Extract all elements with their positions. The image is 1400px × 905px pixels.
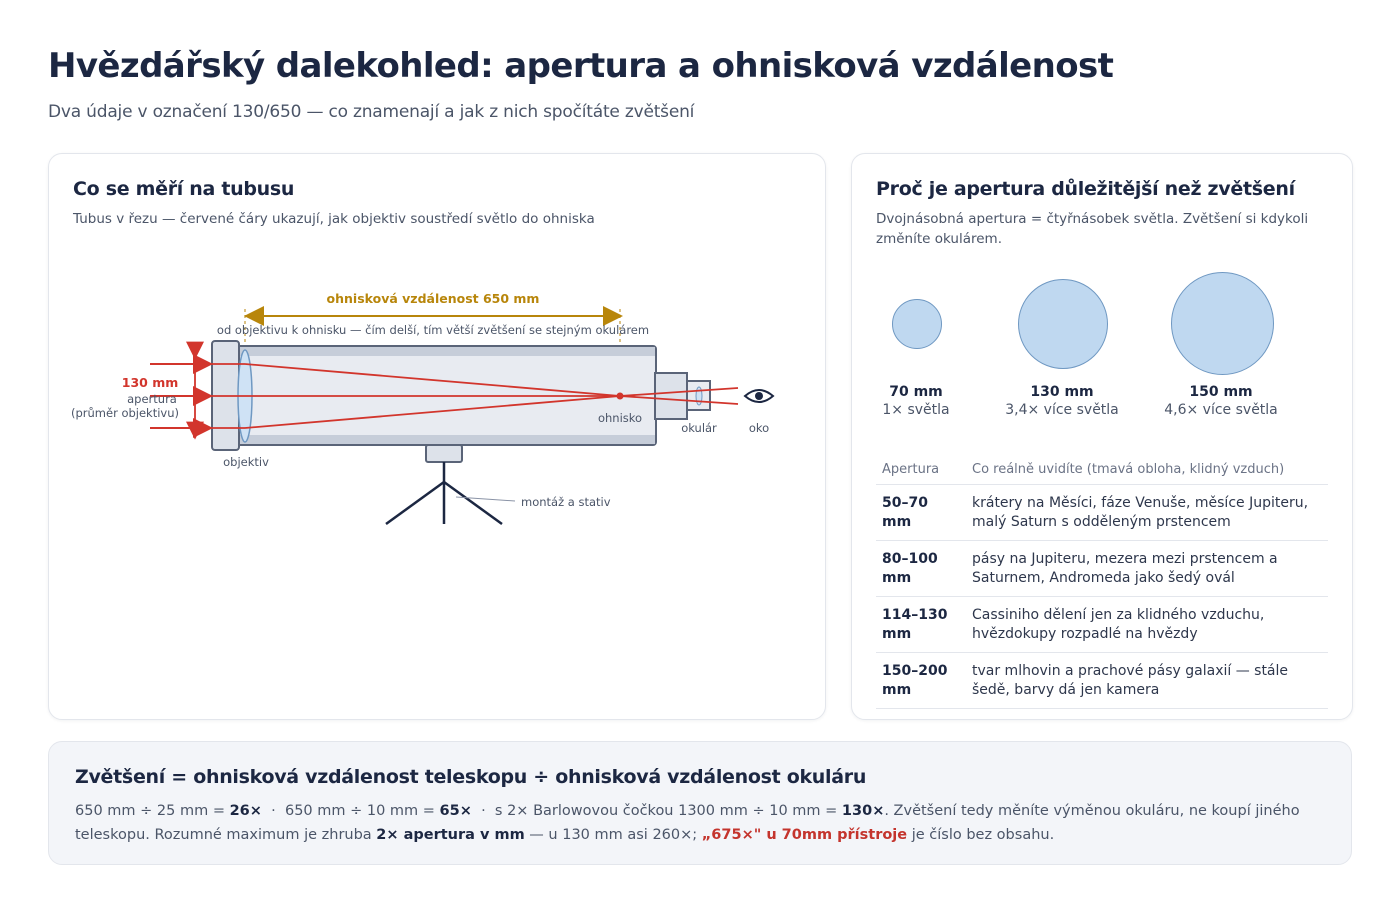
formula-title: Zvětšení = ohnisková vzdálenost teleskopu ÷ ohnisková vzdálenost okuláru: [75, 766, 867, 788]
aperture-disc: [1171, 272, 1274, 375]
table-cell-range: 150–200 mm: [876, 653, 966, 709]
aperture-value: 130 mm: [121, 375, 179, 390]
table-header-row: [876, 454, 1328, 485]
table-cell-text: Cassiniho dělení jen za klidného vzduchu, hvězdokupy rozpadlé na hvězdy: [966, 597, 1328, 653]
focus-point: [617, 393, 624, 400]
table-header-visible: Co reálně uvidíte (tmavá obloha, klidný vzduch): [966, 454, 1328, 485]
aperture-light: 4,6× více světla: [1164, 402, 1278, 418]
tripod-leg-right: [444, 482, 502, 524]
page-subtitle: Dva údaje v označení 130/650 — co znamenají a jak z nich spočítáte zvětšení: [48, 102, 695, 122]
table-row: [876, 653, 1328, 709]
magnification-formula-box: [48, 741, 1352, 865]
formula-value: 2× apertura v mm: [376, 827, 525, 843]
eyepiece-label: okulár: [681, 421, 717, 435]
formula-part: je číslo bez obsahu.: [907, 827, 1055, 843]
aperture-disc: [1018, 279, 1108, 369]
aperture-note: (průměr objektivu): [70, 406, 180, 420]
table-cell-text: krátery na Měsíci, fáze Venuše, měsíce Jupiteru, malý Saturn s odděleným prstencem: [966, 485, 1328, 541]
formula-part: · 650 mm ÷ 10 mm =: [261, 803, 440, 819]
aperture-size: 130 mm: [1030, 384, 1094, 400]
tube-card: [48, 153, 826, 720]
aperture-light: 1× světla: [882, 402, 950, 418]
formula-value: 26×: [229, 803, 262, 819]
tube-bottom-band: [238, 435, 655, 444]
aperture-card: [851, 153, 1353, 720]
table-header-aperture: Apertura: [876, 454, 966, 485]
table-cell-text: tvar mlhovin a prachové pásy galaxií — stále šedě, barvy dá jen kamera: [966, 653, 1328, 709]
eye-icon: [745, 390, 773, 402]
aperture-disc: [892, 299, 942, 349]
table-row: [876, 541, 1328, 597]
table-cell-range: 80–100 mm: [876, 541, 966, 597]
aperture-light: 3,4× více světla: [1005, 402, 1119, 418]
table-row: [876, 485, 1328, 541]
aperture-size: 70 mm: [889, 384, 943, 400]
aperture-comparison: [876, 264, 1328, 424]
aperture-label: apertura: [127, 392, 177, 406]
aperture-card-description: Dvojnásobná apertura = čtyřnásobek světla. Zvětšení si kdykoli změníte okulárem.: [876, 211, 1309, 247]
focal-length-note: od objektivu k ohnisku — čím delší, tím větší zvětšení se stejným okulárem: [216, 323, 650, 337]
formula-value: 130×: [841, 803, 885, 819]
page-title: Hvězdářský dalekohled: apertura a ohnisková vzdálenost: [48, 46, 1114, 86]
aperture-card-title: Proč je apertura důležitější než zvětšení: [876, 178, 1295, 200]
eye-label: oko: [748, 421, 770, 435]
tube-top-band: [238, 347, 655, 356]
mount-block: [426, 445, 462, 462]
focuser: [655, 373, 687, 419]
table-cell-range: 114–130 mm: [876, 597, 966, 653]
table-row: [876, 597, 1328, 653]
formula-warning: „675×" u 70mm přístroje: [701, 827, 908, 843]
mount-leader-line: [456, 497, 515, 501]
mount-label: montáž a stativ: [521, 495, 611, 509]
objective-label: objektiv: [223, 455, 269, 469]
focus-label: ohnisko: [597, 411, 643, 425]
telescope-diagram: [49, 154, 825, 719]
aperture-table: [876, 454, 1328, 709]
table-cell-range: 50–70 mm: [876, 485, 966, 541]
formula-part: · s 2× Barlowovou čočkou 1300 mm ÷ 10 mm =: [471, 803, 842, 819]
formula-part: . Zvětšení tedy měníte výměnou okuláru, ne koupí jiného teleskopu. Rozumné maximum je zhruba: [75, 803, 1300, 843]
tube-card-title: Co se měří na tubusu: [73, 178, 295, 200]
formula-text: [75, 799, 1305, 847]
formula-part: — u 130 mm asi 260×;: [524, 827, 702, 843]
formula-part: 650 mm ÷ 25 mm =: [75, 803, 230, 819]
tube-card-description: Tubus v řezu — červené čáry ukazují, jak objektiv soustředí světlo do ohniska: [73, 211, 595, 227]
aperture-size: 150 mm: [1189, 384, 1253, 400]
focal-length-label: ohnisková vzdálenost 650 mm: [326, 291, 540, 306]
table-cell-text: pásy na Jupiteru, mezera mezi prstencem a Saturnem, Andromeda jako šedý ovál: [966, 541, 1328, 597]
formula-value: 65×: [439, 803, 472, 819]
tripod-leg-left: [386, 482, 444, 524]
